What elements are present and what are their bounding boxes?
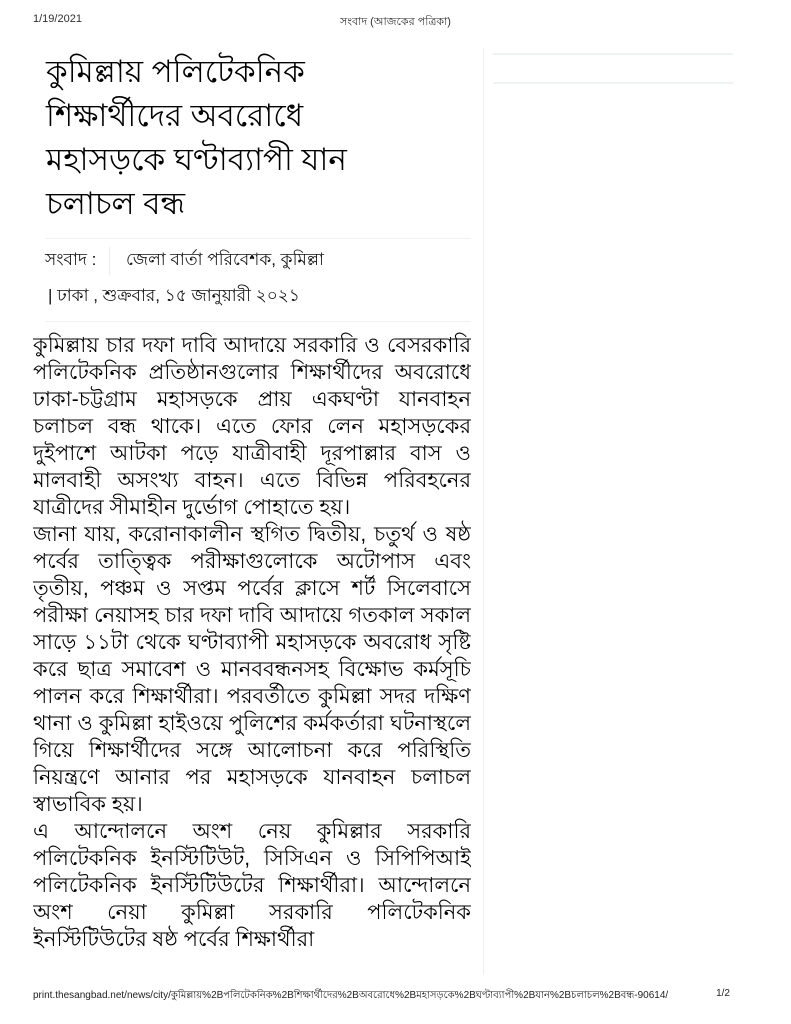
column-divider [483, 48, 484, 975]
print-document-title: সংবাদ (আজকের পত্রিকা) [340, 16, 451, 28]
byline-table [45, 238, 471, 322]
headline-line: মহাসড়কে ঘণ্টাব্যাপী যান [46, 142, 347, 177]
headline-line: কুমিল্লায় পলিটেকনিক [46, 54, 305, 89]
page-number: 1/2 [716, 988, 730, 999]
print-header [33, 13, 758, 28]
source-url: print.thesangbad.net/news/city/কুমিল্লায়%2Bপলিটেকনিক%2Bশিক্ষার্থীদের%2Bঅবরোধে%2Bমহাসড়কে%2Bঘণ্টাব্যাপী%2Bযান%2Bচলাচল%2Bবন্ধ-90614/ [33, 990, 669, 1001]
byline-source-label: সংবাদ : [45, 250, 97, 269]
article-body [33, 332, 471, 1012]
empty-sidebar-box [493, 53, 733, 84]
article-paragraph: কুমিল্লায় চার দফা দাবি আদায়ে সরকারি ও বেসরকারি পলিটেকনিক প্রতিষ্ঠানগুলোর শিক্ষার্থীদের অবরোধে ঢাকা-চট্টগ্রাম মহাসড়কে প্রায় একঘণ্টা যানবাহন চলাচল বন্ধ থাকে। এতে ফোর লেন মহাসড়কের দুইপাশে আটকা পড়ে যাত্রীবাহী দূরপাল্লার বাস ও মালবাহী অসংখ্য বাহন। এতে বিভিন্ন পরিবহনের যাত্রীদের সীমাহীন দুর্ভোগ পোহাতে হয়। [33, 334, 471, 519]
article-column [33, 42, 471, 1012]
byline-row [45, 239, 471, 279]
print-date: 1/19/2021 [33, 13, 82, 25]
article-dateline: | ঢাকা , শুক্রবার, ১৫ জানুয়ারী ২০২১ [48, 286, 300, 305]
print-footer [33, 988, 758, 1002]
byline-correspondent: জেলা বার্তা পরিবেশক, কুমিল্লা [109, 247, 324, 275]
article-paragraph: জানা যায়, করোনাকালীন স্থগিত দ্বিতীয়, চতুর্থ ও ষষ্ঠ পর্বের তাত্ত্বিক পরীক্ষাগুলোকে অটোপাস এবং তৃতীয়, পঞ্চম ও সপ্তম পর্বের ক্লাসে শর্ট সিলেবাসে পরীক্ষা নেয়াসহ চার দফা দাবি আদায়ে গতকাল সকাল সাড়ে ১১টা থেকে ঘণ্টাব্যাপী মহাসড়কে অবরোধ সৃষ্টি করে ছাত্র সমাবেশ ও মানববন্ধনসহ বিক্ষোভ কর্মসূচি পালন করে শিক্ষার্থীরা। পরবর্তীতে কুমিল্লা সদর দক্ষিণ থানা ও কুমিল্লা হাইওয়ে পুলিশের কর্মকর্তারা ঘটনাস্থলে গিয়ে শিক্ষার্থীদের সঙ্গে আলোচনা করে পরিস্থিতি নিয়ন্ত্রণে আনার পর মহাসড়কে যানবাহন চলাচল স্বাভাবিক হয়। [33, 523, 471, 816]
headline-line: শিক্ষার্থীদের অবরোধে [46, 98, 304, 133]
headline-line: চলাচল বন্ধ [46, 186, 186, 221]
article-paragraph: এ আন্দোলনে অংশ নেয় কুমিল্লার সরকারি পলিটেকনিক ইনস্টিটিউট, সিসিএন ও সিপিপিআই পলিটেকনিক ইনস্টিটিউটের শিক্ষার্থীরা। আন্দোলনে অংশ নেয়া কুমিল্লা সরকারি পলিটেকনিক ইনস্টিটিউটের ষষ্ঠ পর্বের শিক্ষার্থীরা [33, 820, 471, 951]
article-headline [46, 50, 471, 226]
